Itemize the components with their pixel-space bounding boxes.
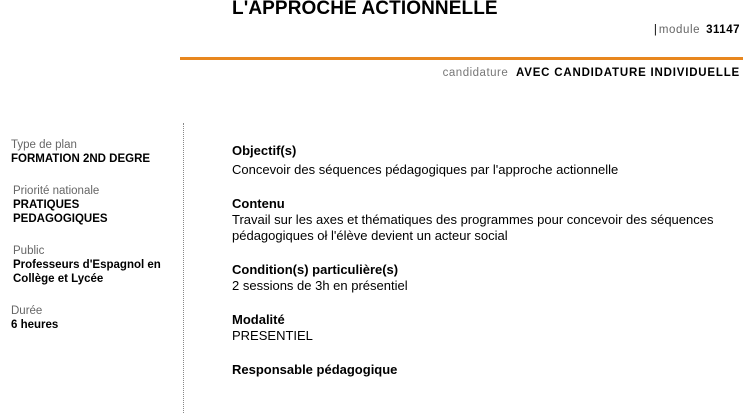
sidebar-info	[11, 138, 161, 350]
section-modalite	[232, 312, 732, 344]
candidature-label: candidature	[442, 67, 509, 79]
main-content	[232, 143, 732, 396]
section-title: Contenu	[232, 196, 285, 211]
module-reference	[654, 24, 740, 36]
module-number: 31147	[706, 24, 740, 36]
accent-divider	[180, 57, 743, 60]
sidebar-value: Professeurs d'Espagnol en Collège et Lycée	[13, 259, 161, 285]
sidebar-label: Public	[13, 245, 45, 257]
sidebar-label: Type de plan	[11, 139, 77, 151]
module-label: module	[658, 24, 701, 36]
candidature-value: AVEC CANDIDATURE INDIVIDUELLE	[515, 67, 740, 79]
section-title: Condition(s) particulière(s)	[232, 262, 399, 277]
section-title: Modalité	[232, 312, 285, 327]
section-contenu	[232, 196, 732, 244]
sidebar-item-public	[11, 244, 161, 286]
sidebar-item-duree	[11, 304, 161, 332]
sidebar-value: PRATIQUES PEDAGOGIQUES	[13, 199, 108, 225]
section-title: Objectif(s)	[232, 143, 297, 158]
section-title: Responsable pédagogique	[232, 362, 398, 377]
module-separator: |	[653, 24, 657, 36]
document-title: L'APPROCHE ACTIONNELLE	[232, 0, 498, 19]
sidebar-item-priorite-nationale	[11, 184, 161, 226]
candidature-line	[443, 67, 740, 79]
column-divider	[183, 123, 184, 413]
section-conditions	[232, 262, 732, 294]
sidebar-label: Priorité nationale	[13, 185, 100, 197]
sidebar-label: Durée	[11, 305, 43, 317]
sidebar-value: FORMATION 2ND DEGRE	[11, 153, 151, 165]
sidebar-value: 6 heures	[11, 319, 59, 331]
section-body: PRESENTIEL	[232, 328, 313, 343]
section-responsable	[232, 362, 732, 378]
section-body: Travail sur les axes et thématiques des programmes pour concevoir des séquences pédagogiques oł l'élève devient un acteur social	[232, 212, 714, 243]
sidebar-item-type-de-plan	[11, 138, 161, 166]
section-objectifs	[232, 143, 732, 178]
section-body: 2 sessions de 3h en présentiel	[232, 278, 408, 293]
section-body: Concevoir des séquences pédagogiques par l'approche actionnelle	[232, 162, 619, 177]
